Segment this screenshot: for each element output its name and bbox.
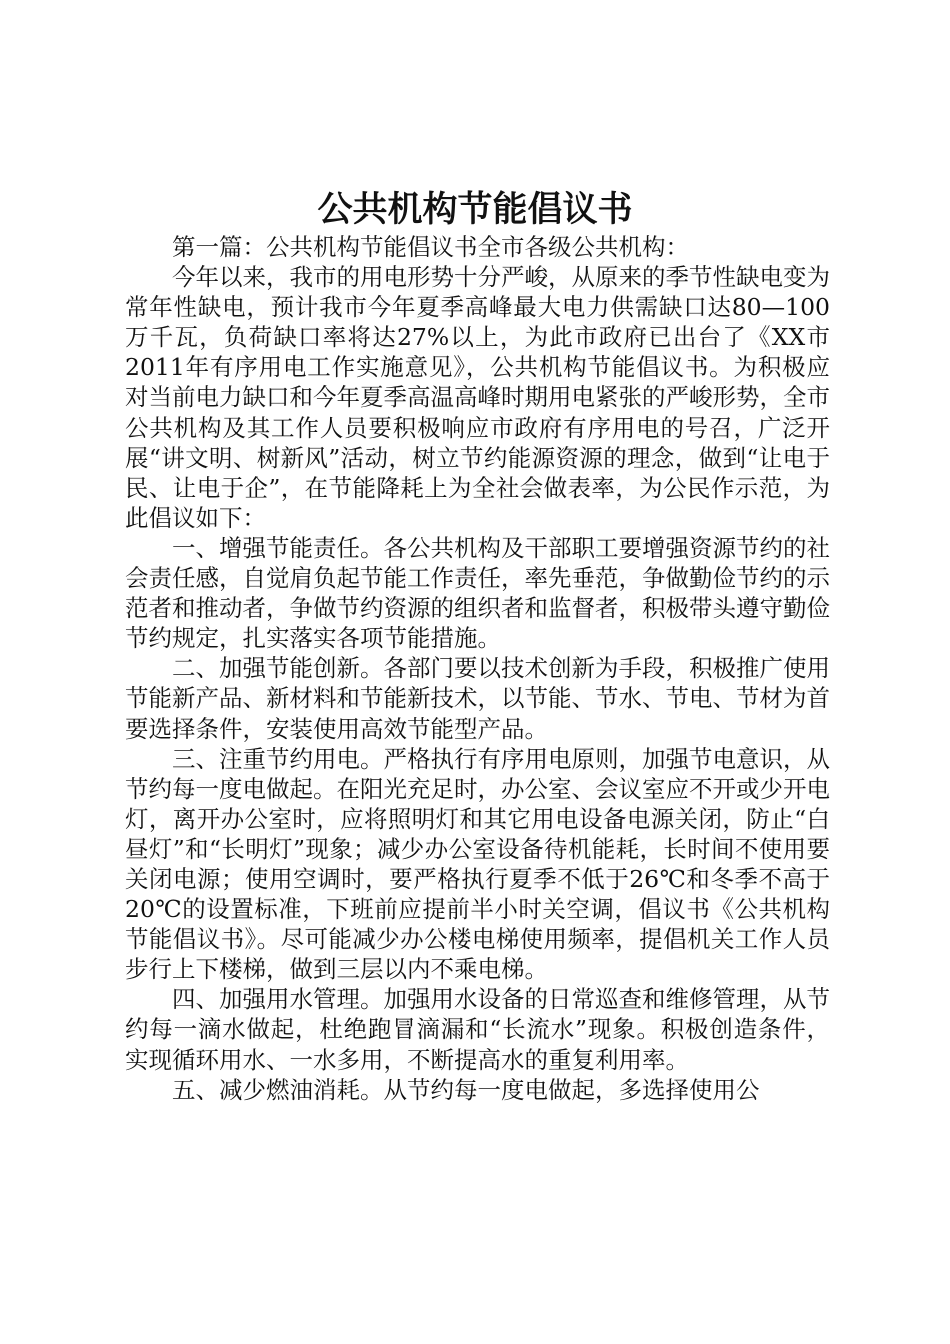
paragraph-item-4: 四、加强用水管理。加强用水设备的日常巡查和维修管理，从节约每一滴水做起，杜绝跑冒滴漏和“长流水”现象。积极创造条件，实现循环用水、一水多用，不断提高水的重复利用率。: [125, 985, 830, 1074]
paragraph-item-3: 三、注重节约用电。严格执行有序用电原则，加强节电意识，从节约每一度电做起。在阳光充足时，办公室、会议室应不开或少开电灯，离开办公室时，应将照明灯和其它用电设备电源关闭，防止“白昼灯”和“长明灯”现象；减少办公室设备待机能耗，长时间不使用要关闭电源；使用空调时，要严格执行夏季不低于26℃和冬季不高于20℃的设置标准，下班前应提前半小时关空调，倡议书《公共机构节能倡议书》。尽可能减少办公楼电梯使用频率，提倡机关工作人员步行上下楼梯，做到三层以内不乘电梯。: [125, 744, 830, 984]
paragraph-background: 今年以来，我市的用电形势十分严峻，从原来的季节性缺电变为常年性缺电，预计我市今年夏季高峰最大电力供需缺口达80—100万千瓦，负荷缺口率将达27%以上，为此市政府已出台了《XX市2011年有序用电工作实施意见》，公共机构节能倡议书。为积极应对当前电力缺口和今年夏季高温高峰时期用电紧张的严峻形势，全市公共机构及其工作人员要积极响应市政府有序用电的号召，广泛开展“讲文明、树新风”活动，树立节约能源资源的理念，做到“让电于民、让电于企”，在节能降耗上为全社会做表率，为公民作示范，为此倡议如下：: [125, 263, 830, 532]
document-title: 公共机构节能倡议书: [317, 189, 633, 230]
paragraph-item-2: 二、加强节能创新。各部门要以技术创新为手段，积极推广使用节能新产品、新材料和节能新技术，以节能、节水、节电、节材为首要选择条件，安装使用高效节能型产品。: [125, 654, 830, 743]
paragraph-intro: 第一篇：公共机构节能倡议书全市各级公共机构：: [172, 233, 689, 261]
paragraph-item-1: 一、增强节能责任。各公共机构及干部职工要增强资源节约的社会责任感，自觉肩负起节能工作责任，率先垂范，争做勤俭节约的示范者和推动者，争做节约资源的组织者和监督者，积极带头遵守勤俭节约规定，扎实落实各项节能措施。: [125, 533, 830, 653]
document-body: [125, 232, 830, 1105]
paragraph-item-5: 五、减少燃油消耗。从节约每一度电做起，多选择使用公: [172, 1075, 760, 1104]
